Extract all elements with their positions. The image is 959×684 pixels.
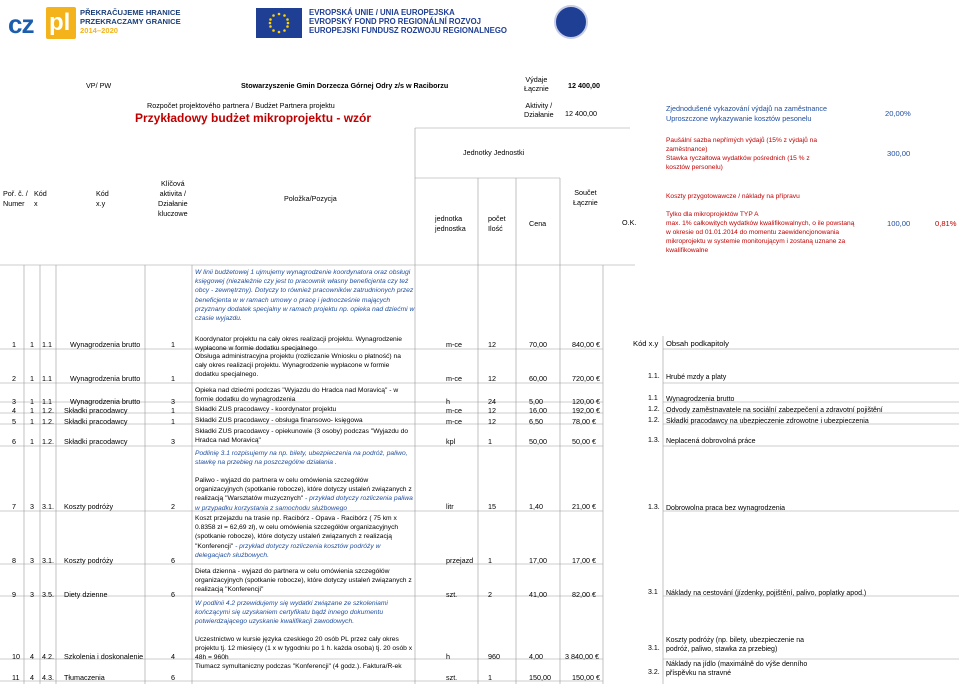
program-line-1: PŘEKRAČUJEME HRANICE [80,8,181,17]
row-quantity: 960 [488,652,500,661]
legend-text: Náklady na jídlo (maximálně do výše denního příspěvku na stravné [666,661,808,678]
program-line-3: 2014–2020 [80,26,119,35]
row-description: Opieka nad dziećmi podczas "Wyjazdu do Hradca nad Moravicą" - w formie dodatku do wynagrodzenia [195,387,399,404]
row-quantity: 12 [488,340,496,349]
legend-col-kod: Kód x.y [633,339,659,348]
row-kod-x: 1 [30,417,34,426]
legend-text: Wynagrodzenia brutto [666,396,735,403]
legend-text: Náklady na cestování (jízdenky, pojištění, palivo, poplatky apod.) [666,590,867,597]
row-klicova: 6 [171,673,175,682]
row-number: 11 [12,673,20,682]
eu-line-1: EVROPSKÁ UNIE / UNIA EUROPEJSKA [309,8,455,17]
row-description: Składki ZUS pracodawcy - obsługa finansowo- księgowa [195,417,363,424]
legend-text: Dobrowolna praca bez wynagrodzenia [666,505,786,512]
aktivity-label: Aktivity / Działanie [524,101,554,119]
row-kod-x: 3 [30,556,34,565]
row-description: Koszt przejazdu na trasie np. Racibórz - Opava - Racibórz ( 75 km x 0.8358 zł = 62,69 zł), w celu omówienia szczegółów organizacyjnych (spotkanie robocze), które dotyczy ustaleń związanych z realizacją "Konferencji" - przykład dotyczy rozliczenia kosztów podróży w delegacjach służbowych. [195,515,399,559]
row-kod-x: 4 [30,652,34,661]
row-price: 6,50 [529,417,543,426]
row-sum: 120,00 € [572,397,600,406]
row-unit: m-ce [446,340,462,349]
row-klicova: 1 [171,340,175,349]
row-klicova: 1 [171,406,175,415]
ok-label: O.K. [622,218,637,227]
row-sum: 192,00 € [572,406,600,415]
pausal-value: 300,00 [887,149,911,158]
row-sum: 82,00 € [572,590,596,599]
typ-a-line-1: Tylko dla mikroprojektów TYP A [666,211,759,218]
row-category: Wynagrodzenia brutto [70,340,141,349]
row-quantity: 1 [488,556,492,565]
row-unit: szt. [446,673,458,682]
row-number: 2 [12,374,16,383]
row-category: Składki pracodawcy [64,406,128,415]
row-kod-x: 3 [30,502,34,511]
row-kod-xy: 4.3. [42,673,54,682]
row-description: Obsługa administracyjna projektu (rozliczanie Wniosku o płatność) na cały okres realizacji projektu. Wynagrodzenie wypłacone w formie dodatku specjalnego. [195,353,401,379]
row-unit: m-ce [446,417,462,426]
row-kod-xy: 3.1. [42,502,54,511]
col-header-kod-x: Kód x [34,189,47,208]
row-number: 7 [12,502,16,511]
row-number: 5 [12,417,16,426]
row-note: W linii budżetowej 1 ujmujemy wynagrodzenie koordynatora oraz obsługi księgowej (niezależnie czy jest to pracownik własny beneficjenta czy też obcy - zewnętrzny). Dotyczy to również pracowników zatrudnionych przez beneficjenta w w ramach umowy o pracę i jednocześnie mających przyznany dodatek specjalny w ramach projektu np. opieka nad dziećmi w czasie wyjazdu. [195,269,415,323]
row-number: 1 [12,340,16,349]
typ-a-line-3: w okresie od 01.01.2014 do momentu zaewidencjonowania [666,229,840,236]
row-category: Tłumaczenia [64,673,105,682]
row-category: Składki pracodawcy [64,417,128,426]
row-category: Koszty podróży [64,556,114,565]
row-price: 50,00 [529,437,547,446]
row-price: 150,00 [529,673,551,682]
row-klicova: 3 [171,437,175,446]
row-note: W podlinii 4.2 przewidujemy się wydatki związane ze szkoleniami kończącymi się uzyskaniem certyfikatu bądź innego dokumentu potwierdzającego uzyskanie kwalifikacji zawodowych. [195,600,388,626]
row-number: 4 [12,406,16,415]
row-kod-x: 3 [30,590,34,599]
eu-line-2: EVROPSKÝ FOND PRO REGIONÁLNÍ ROZVOJ [309,17,481,26]
row-description: Składki ZUS pracodawcy - opiekunowie (3 osoby) podczas "Wyjazdu do Hradca nad Moravicą" [195,428,409,445]
legend-code: 1.3. [648,437,660,444]
row-quantity: 1 [488,437,492,446]
row-kod-xy: 1.2. [42,417,54,426]
col-header-polozka: Položka/Pozycja [284,194,337,203]
row-category: Diety dzienne [64,590,108,599]
simplified-percent: 20,00% [885,109,911,118]
pausal-text: Paušální sazba nepřímých výdajů (15% z výdajů na zaměstnance) Stawka ryczałtowa wydatków pośrednich (15 % z kosztów personelu) [666,137,818,171]
row-description: Składki ZUS pracodawcy - koordynator projektu [195,406,337,413]
program-line-2: PRZEKRACZAMY GRANICE [80,17,181,26]
row-klicova: 2 [171,502,175,511]
row-unit: m-ce [446,374,462,383]
aktivity-value: 12 400,00 [565,109,597,118]
legend-code: 1.1 [648,395,658,402]
typ-a-value: 100,00 [887,219,911,228]
row-sum: 78,00 € [572,417,596,426]
row-description: Paliwo - wyjazd do partnera w celu omówienia szczegółów organizacyjnych (spotkanie robocze), które dotyczy ustaleń związanych z realizacją "Warsztatów muzycznych" - przykład dotyczy rozliczenia paliwa w przypadku korzystania z samochodu służbowego [195,477,413,512]
simplified-line-1: Zjednodušené vykazování výdajů na zaměstnance [666,104,828,113]
legend-text: Hrubé mzdy a platy [666,374,727,381]
legend-text: Składki pracodawcy na ubezpieczenie zdrowotne i ubezpieczenia [666,418,869,425]
row-kod-xy: 3.1. [42,556,54,565]
row-unit: szt. [446,590,458,599]
row-price: 41,00 [529,590,547,599]
col-header-klicova: Klíčová aktivita / Działanie kluczowe [158,179,188,218]
row-category: Wynagrodzenia brutto [70,397,141,406]
row-quantity: 2 [488,590,492,599]
row-description: Dieta dzienna - wyjazd do partnera w celu omówienia szczegółów organizacyjnych (spotkanie robocze), które dotyczy ustaleń związanych z realizacją "Konferencji" [195,568,412,594]
vydaje-label: Výdaje Łącznie [524,75,549,93]
typ-a-line-2: max. 1% całkowitych wydatków kwalifikowalnych, o ile powstaną [666,220,855,227]
legend-code: 3.1 [648,589,658,596]
legend-code: 1.3. [648,504,660,511]
row-klicova: 3 [171,397,175,406]
row-description: Tłumacz symultaniczny podczas "Konferencji" (4 godz.). Faktura/R-ek [195,663,402,670]
row-number: 9 [12,590,16,599]
row-note: Podlinię 3.1 rozpisujemy na np. bilety, ubezpieczenia na podróż, paliwo, stawkę na przebieg na poszczególne działania . [195,450,408,467]
row-price: 1,40 [529,502,543,511]
legend-text: Neplacená dobrovolná práce [666,438,756,445]
col-header-jednotka: jednotka jednostka [435,214,466,233]
row-unit: h [446,397,450,406]
legend-code: 3.1. [648,645,660,652]
row-quantity: 12 [488,406,496,415]
row-price: 5,00 [529,397,543,406]
col-header-pocet: počet Ilość [488,214,506,233]
legend-text: Odvody zaměstnavatele na sociální zabezpečení a zdravotní pojištění [666,407,883,414]
row-klicova: 1 [171,374,175,383]
legend-col-obsah: Obsah podkapitoly [666,339,729,348]
row-kod-xy: 1.2. [42,437,54,446]
row-sum: 840,00 € [572,340,600,349]
legend-code: 1.2. [648,417,660,424]
row-quantity: 24 [488,397,496,406]
row-category: Koszty podróży [64,502,114,511]
row-number: 10 [12,652,20,661]
row-kod-xy: 4.2. [42,652,54,661]
row-klicova: 4 [171,652,175,661]
row-price: 70,00 [529,340,547,349]
units-title: Jednotky Jednostki [463,148,525,157]
row-price: 60,00 [529,374,547,383]
legend-code: 1.1. [648,373,660,380]
row-unit: kpl [446,437,456,446]
row-description: Koordynator projektu na cały okres realizacji projektu. Wynagrodzenie wypłacone w formie dodatku specjalnego [195,336,402,353]
row-kod-xy: 1.1 [42,340,52,349]
row-number: 8 [12,556,16,565]
row-unit: litr [446,502,454,511]
row-unit: m-ce [446,406,462,415]
row-kod-x: 1 [30,397,34,406]
row-sum: 3 840,00 € [565,652,599,661]
row-price: 4,00 [529,652,543,661]
row-category: Szkolenia i doskonalenie [64,652,144,661]
row-kod-x: 1 [30,340,34,349]
typ-a-line-4: mikroprojektu w systemie monitorującym i zostaną uznane za [666,238,846,245]
row-kod-x: 4 [30,673,34,682]
eu-line-3: EUROPEJSKI FUNDUSZ ROZWOJU REGIONALNEGO [309,26,507,35]
row-kod-xy: 1.2. [42,406,54,415]
col-header-cena: Cena [529,219,547,228]
vydaje-value: 12 400,00 [568,81,600,90]
row-klicova: 1 [171,417,175,426]
row-klicova: 6 [171,556,175,565]
typ-a-percent: 0,81% [935,219,957,228]
organization-name: Stowarzyszenie Gmin Dorzecza Górnej Odry z/s w Raciborzu [241,81,449,90]
row-number: 3 [12,397,16,406]
row-sum: 17,00 € [572,556,596,565]
row-description-tail: - przykład dotyczy rozliczenia kosztów podróży w delegacjach służbowych. [195,542,381,559]
legend-code: 3.2. [648,669,660,676]
col-header-soucet: Součet Łącznie [573,188,598,207]
row-quantity: 1 [488,673,492,682]
budget-subtitle: Przykładowy budżet mikroprojektu - wzór [135,111,372,125]
row-sum: 50,00 € [572,437,596,446]
pl-logo-text: pl [49,9,71,36]
prep-costs-label: Koszty przygotowawcze / náklady na přípravu [666,193,800,200]
row-sum: 150,00 € [572,673,600,682]
legend-code: 1.2. [648,406,660,413]
row-kod-x: 1 [30,437,34,446]
row-category: Wynagrodzenia brutto [70,374,141,383]
row-price: 16,00 [529,406,547,415]
row-description: Uczestnictwo w kursie języka czeskiego 20 osób PL przez cały okres projektu tj. 12 miesięcy (1 x w tygodniu po 1 h. każda osoba) tj. 20 osób x 48h = 960h [195,636,413,662]
row-kod-xy: 1.1 [42,397,52,406]
vp-label: VP/ PW [86,81,112,90]
row-quantity: 15 [488,502,496,511]
row-kod-xy: 1.1 [42,374,52,383]
row-klicova: 6 [171,590,175,599]
row-unit: przejazd [446,556,474,565]
col-header-por: Poř. č. / Numer [3,189,28,208]
col-header-kod-xy: Kód x.y [96,189,109,208]
row-kod-x: 1 [30,406,34,415]
budget-title: Rozpočet projektového partnera / Budżet Partnera projektu [147,101,335,110]
typ-a-line-5: kwalifikowalne [666,247,709,254]
row-kod-x: 1 [30,374,34,383]
cz-logo-text: cz [8,9,34,39]
row-sum: 21,00 € [572,502,596,511]
row-kod-xy: 3.5. [42,590,54,599]
simplified-line-2: Uproszczone wykazywanie kosztów pesonelu [666,114,812,123]
row-description-tail: - przykład dotyczy rozliczenia paliwa w przypadku korzystania z samochodu służbowego [195,495,413,512]
row-category: Składki pracodawcy [64,437,128,446]
row-unit: h [446,652,450,661]
row-sum: 720,00 € [572,374,600,383]
legend-text: Koszty podróży (np. bilety, ubezpieczenie na podróż, paliwo, stawka za przebieg) [666,637,805,654]
row-quantity: 12 [488,374,496,383]
row-price: 17,00 [529,556,547,565]
row-number: 6 [12,437,16,446]
row-quantity: 12 [488,417,496,426]
